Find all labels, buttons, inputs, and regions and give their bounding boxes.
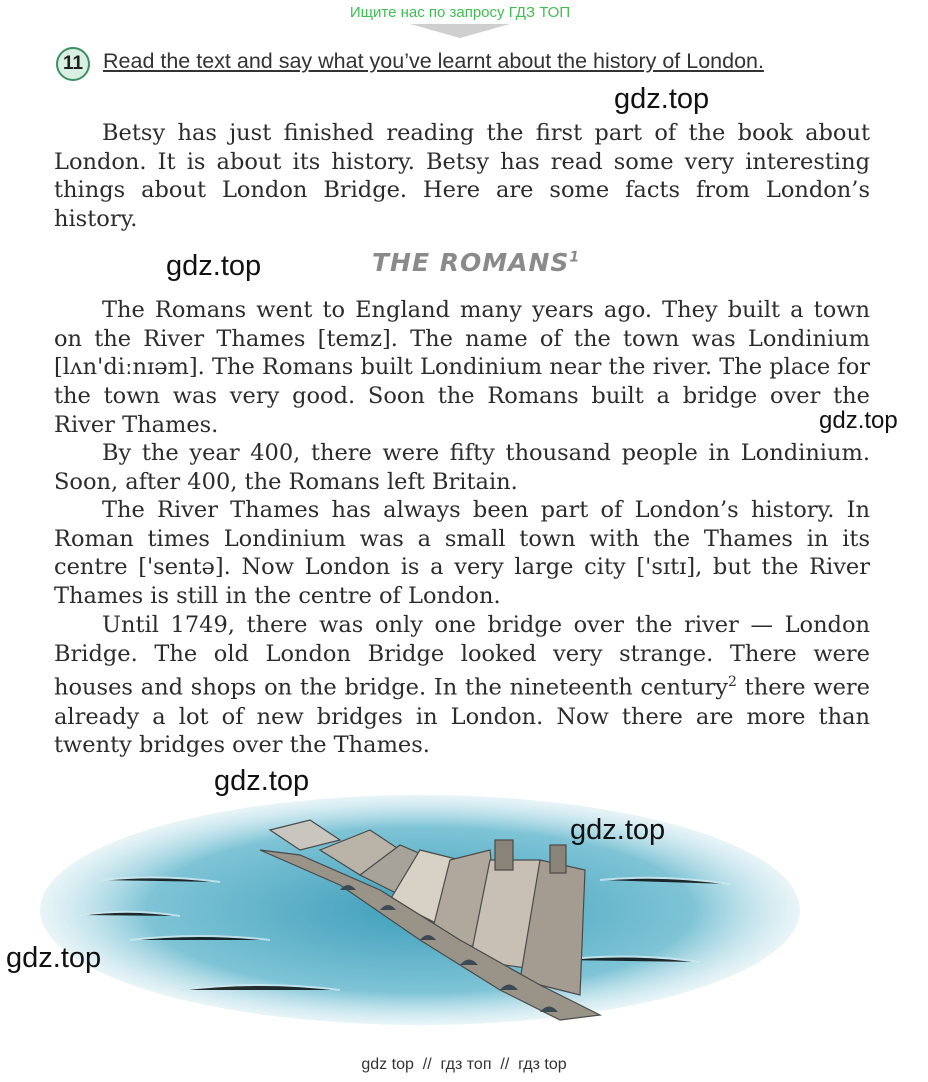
watermark: gdz.top	[614, 83, 710, 115]
paragraph-text: The River Thames has always been part of London’s history. In Roman times Londinium was a small town with the Thames in its centre ['sentə]. Now London is a very large city ['sɪtɪ], but the River Thames is still in the centre of London.	[54, 497, 870, 610]
intro-paragraph	[54, 119, 870, 234]
paragraph-text-before: Until 1749, there was only one bridge over the river — London Bridge. The old London Bridge looked very strange. There were houses and shops on the bridge. In the nineteenth century	[54, 612, 870, 701]
footer-links: gdz top // гдз топ // гдз top	[361, 1056, 567, 1073]
top-banner	[300, 0, 620, 30]
paragraph-text-after: there were already a lot of new bridges in London. Now there are more than twenty bridges over the Thames.	[54, 674, 870, 759]
section-heading	[372, 248, 580, 277]
heading-footnote-mark: 1	[569, 249, 581, 266]
paragraph-romans	[54, 296, 870, 440]
down-arrow-icon	[410, 24, 510, 38]
watermark: gdz.top	[6, 942, 102, 974]
paragraph-text: By the year 400, there were fifty thousand people in Londinium. Soon, after 400, the Romans left Britain.	[54, 440, 870, 495]
paragraph-thames	[54, 496, 870, 611]
old-london-bridge-illustration	[40, 790, 800, 1050]
paragraph-text: The Romans went to England many years ago. They built a town on the River Thames [temz]. The name of the town was Londinium [lʌn'diːnɪəm]. The Romans built Londinium near the river. The place for the town was very good. Soon the Romans built a bridge over the River Thames.	[54, 297, 870, 438]
exercise-number-badge: 11	[56, 47, 90, 81]
exercise-task: Read the text and say what you’ve learnt about the history of London.	[103, 49, 764, 73]
paragraph-year-400	[54, 439, 870, 496]
watermark: gdz.top	[214, 765, 310, 797]
section-heading-text: THE ROMANS	[372, 248, 570, 277]
watermark: gdz.top	[166, 250, 262, 282]
intro-text: Betsy has just finished reading the first part of the book about London. It is about its history. Betsy has read some very interesting things about London Bridge. Here are some facts from London’s history.	[54, 120, 870, 233]
century-footnote-mark: 2	[727, 674, 737, 691]
banner-text: Ищите нас по запросу ГДЗ ТОП	[349, 4, 571, 21]
paragraph-bridges	[54, 611, 870, 760]
watermark: gdz.top	[570, 814, 666, 846]
watermark: gdz.top	[819, 407, 898, 434]
